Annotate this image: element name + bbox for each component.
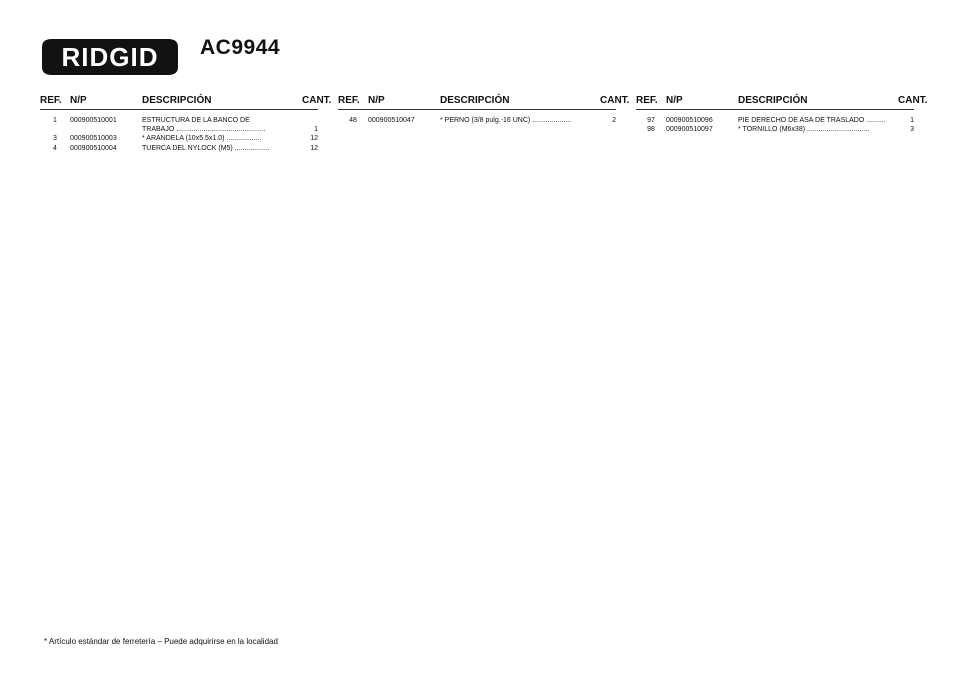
part-ref: 4	[53, 144, 57, 152]
footnote: * Artículo estándar de ferretería – Puede adquirirse en la localidad	[44, 637, 278, 646]
part-number: 000900510097	[666, 126, 713, 134]
part-description: PIE DERECHO DE ASA DE TRASLADO ..........	[738, 117, 886, 124]
column-header	[40, 95, 332, 110]
header-qty: CANT.	[302, 95, 332, 106]
table-row	[338, 116, 616, 125]
part-number: 000900510096	[666, 117, 713, 124]
parts-rows	[636, 116, 914, 134]
part-quantity: 12	[310, 144, 318, 152]
table-row	[636, 125, 914, 134]
part-quantity	[302, 116, 318, 125]
model-number: AC9944	[200, 36, 281, 59]
ridgid-logo-icon	[40, 35, 180, 79]
part-number	[70, 125, 142, 134]
header-desc: DESCRIPCIÓN	[440, 95, 510, 106]
part-number: 000900510001	[70, 117, 117, 124]
part-quantity: 3	[910, 126, 914, 134]
header-desc: DESCRIPCIÓN	[142, 95, 212, 106]
header-qty: CANT.	[898, 95, 928, 106]
header-qty: CANT.	[600, 95, 630, 106]
part-description: TUERCA DEL NYLOCK (M5) ..................	[142, 144, 270, 152]
part-number: 000900510003	[70, 135, 117, 143]
part-description: TRABAJO ..............................................	[142, 126, 266, 134]
header-np: N/P	[70, 95, 87, 106]
part-description: * PERNO (3/8 pulg.-16 UNC) ....................	[440, 117, 572, 124]
part-ref: 97	[647, 117, 655, 124]
part-description: * TORNILLO (M6x38) ................................	[738, 126, 870, 134]
svg-text:RIDGID: RIDGID	[61, 42, 159, 72]
part-number: 000900510004	[70, 144, 117, 152]
parts-column-2	[338, 95, 630, 125]
part-quantity: 2	[612, 117, 616, 124]
part-number: 000900510047	[368, 117, 415, 124]
parts-rows	[40, 116, 318, 153]
parts-rows	[338, 116, 616, 125]
table-row	[40, 134, 318, 143]
part-description: ESTRUCTURA DE LA BANCO DE	[142, 117, 250, 124]
part-quantity: 12	[310, 135, 318, 143]
ridgid-logo	[40, 35, 180, 79]
header-ref: REF.	[40, 95, 62, 106]
header-ref: REF.	[636, 95, 658, 106]
header-np: N/P	[666, 95, 683, 106]
part-ref: 48	[349, 117, 357, 124]
column-header	[338, 95, 630, 110]
table-row	[40, 144, 318, 153]
part-quantity: 1	[314, 126, 318, 134]
header-np: N/P	[368, 95, 385, 106]
part-ref	[40, 125, 70, 134]
column-header	[636, 95, 928, 110]
parts-column-3	[636, 95, 928, 134]
part-ref: 3	[53, 135, 57, 143]
part-ref: 98	[647, 126, 655, 134]
part-description: * ARANDELA (10x5.5x1.0) ..................	[142, 135, 262, 143]
part-ref: 1	[53, 117, 57, 124]
header-ref: REF.	[338, 95, 360, 106]
table-row	[636, 116, 914, 125]
parts-column-1	[40, 95, 332, 153]
part-quantity: 1	[910, 117, 914, 124]
table-row	[40, 116, 318, 125]
header-desc: DESCRIPCIÓN	[738, 95, 808, 106]
table-row	[40, 125, 318, 134]
